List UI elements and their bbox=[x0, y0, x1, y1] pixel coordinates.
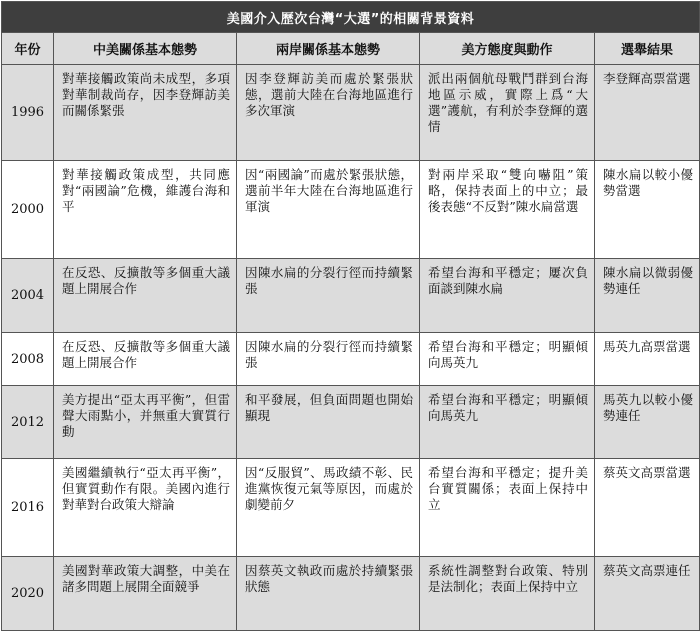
us-china-cell: 美方提出“亞太再平衡”，但雷聲大雨點小，并無重大實質行動 bbox=[54, 386, 237, 459]
header-us-china: 中美關係基本態勢 bbox=[54, 33, 237, 65]
year-cell: 2008 bbox=[2, 333, 54, 386]
header-row bbox=[2, 33, 700, 65]
cross-strait-cell: 因“反服貿”、馬政績不彰、民進黨恢復元氣等原因，而處於劇變前夕 bbox=[237, 459, 420, 557]
us-china-cell: 美國繼續執行“亞太再平衡”，但實質動作有限。美國內進行對華對台政策大辯論 bbox=[54, 459, 237, 557]
background-table bbox=[1, 1, 700, 631]
year-cell: 2020 bbox=[2, 557, 54, 631]
cross-strait-cell: 因李登輝訪美而處於緊張狀態，選前大陸在台海地區進行多次軍演 bbox=[237, 65, 420, 161]
us-china-cell: 在反恐、反擴散等多個重大議題上開展合作 bbox=[54, 259, 237, 333]
year-cell: 2016 bbox=[2, 459, 54, 557]
table-row bbox=[2, 65, 700, 161]
us-china-cell: 對華接觸政策成型，共同應對“兩國論”危機，維護台海和平 bbox=[54, 161, 237, 259]
year-cell: 1996 bbox=[2, 65, 54, 161]
us-action-cell: 系統性調整對台政策、特別是法制化；表面上保持中立 bbox=[420, 557, 595, 631]
header-cross-strait: 兩岸關係基本態勢 bbox=[237, 33, 420, 65]
year-cell: 2000 bbox=[2, 161, 54, 259]
table-row bbox=[2, 259, 700, 333]
result-cell: 馬英九以較小優勢連任 bbox=[595, 386, 700, 459]
table-title: 美國介入歷次台灣“大選”的相關背景資料 bbox=[2, 2, 700, 33]
us-action-cell: 派出兩個航母戰鬥群到台海地區示威，實際上爲“大選”護航，有利於李登輝的選情 bbox=[420, 65, 595, 161]
table-row bbox=[2, 333, 700, 386]
table-row bbox=[2, 161, 700, 259]
result-cell: 馬英九高票當選 bbox=[595, 333, 700, 386]
year-cell: 2012 bbox=[2, 386, 54, 459]
title-row bbox=[2, 2, 700, 33]
header-year: 年份 bbox=[2, 33, 54, 65]
year-cell: 2004 bbox=[2, 259, 54, 333]
result-cell: 蔡英文高票連任 bbox=[595, 557, 700, 631]
cross-strait-cell: 因蔡英文執政而處於持續緊張狀態 bbox=[237, 557, 420, 631]
result-cell: 陳水扁以較小優勢當選 bbox=[595, 161, 700, 259]
us-action-cell: 希望台海和平穩定；提升美台實質關係；表面上保持中立 bbox=[420, 459, 595, 557]
result-cell: 陳水扁以微弱優勢連任 bbox=[595, 259, 700, 333]
us-action-cell: 希望台海和平穩定；明顯傾向馬英九 bbox=[420, 333, 595, 386]
header-us-action: 美方態度與動作 bbox=[420, 33, 595, 65]
table-row bbox=[2, 557, 700, 631]
table-row bbox=[2, 459, 700, 557]
us-action-cell: 希望台海和平穩定；明顯傾向馬英九 bbox=[420, 386, 595, 459]
table-row bbox=[2, 386, 700, 459]
cross-strait-cell: 因陳水扁的分裂行徑而持續緊張 bbox=[237, 333, 420, 386]
cross-strait-cell: 因“兩國論”而處於緊張狀態，選前半年大陸在台海地區進行軍演 bbox=[237, 161, 420, 259]
result-cell: 蔡英文高票當選 bbox=[595, 459, 700, 557]
us-china-cell: 美國對華政策大調整，中美在諸多問題上展開全面競爭 bbox=[54, 557, 237, 631]
cross-strait-cell: 因陳水扁的分裂行徑而持續緊張 bbox=[237, 259, 420, 333]
us-china-cell: 對華接觸政策尚未成型，多項對華制裁尚存，因李登輝訪美而關係緊張 bbox=[54, 65, 237, 161]
result-cell: 李登輝高票當選 bbox=[595, 65, 700, 161]
header-result: 選舉結果 bbox=[595, 33, 700, 65]
us-china-cell: 在反恐、反擴散等多個重大議題上開展合作 bbox=[54, 333, 237, 386]
us-action-cell: 希望台海和平穩定；屢次負面談到陳水扁 bbox=[420, 259, 595, 333]
cross-strait-cell: 和平發展，但負面問題也開始顯現 bbox=[237, 386, 420, 459]
us-action-cell: 對兩岸采取“雙向嚇阻”策略，保持表面上的中立；最後表態“不反對”陳水扁當選 bbox=[420, 161, 595, 259]
